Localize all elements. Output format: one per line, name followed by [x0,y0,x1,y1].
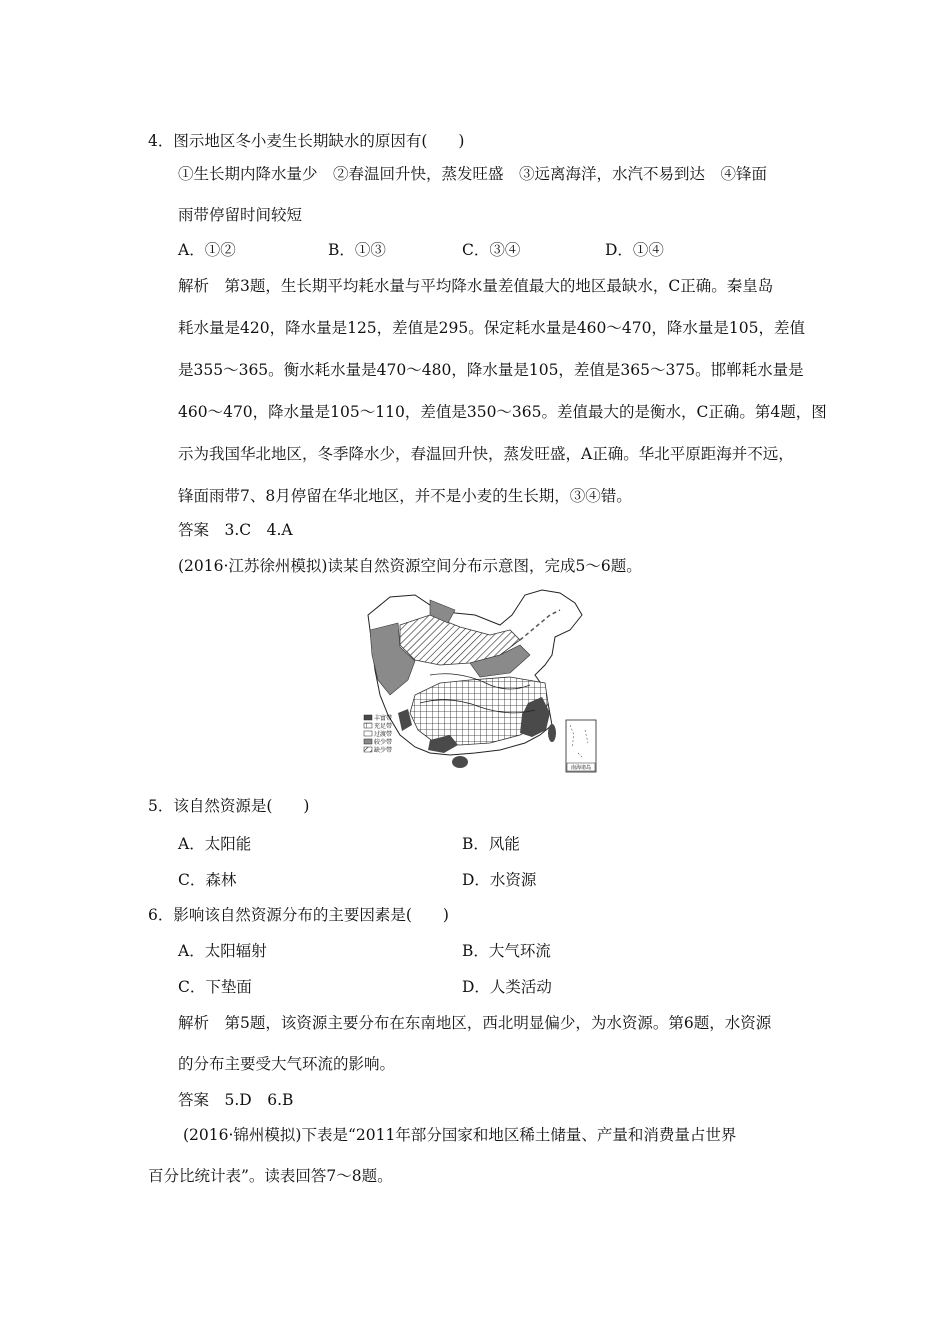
q5-option-c: C．森林 [178,871,237,889]
analysis1-line: 460～470，降水量是105～110，差值是350～365。差值最大的是衡水，C正确。第4题，图 [178,403,827,421]
resource-distribution-map [360,585,600,775]
q4-option-b: B．①③ [328,241,386,259]
analysis1-line: 锋面雨带7、8月停留在华北地区，并不是小麦的生长期，③④错。 [178,487,632,505]
legend-scarce: 缺少带 [374,747,393,754]
legend-transition: 过渡带 [374,731,393,738]
legend-abundant: 丰富带 [374,715,393,722]
analysis1-line: 耗水量是420，降水量是125，差值是295。保定耗水量是460～470，降水量是105，差值 [178,319,806,337]
q4-option-a: A．①② [178,241,236,259]
intro-q5-6: (2016·江苏徐州模拟)读某自然资源空间分布示意图，完成5～6题。 [178,557,642,575]
q6-option-d: D．人类活动 [462,978,552,996]
q4-option-d: D．①④ [605,241,664,259]
inset-label: 南海诸岛 [570,765,592,771]
q5-option-d: D．水资源 [462,871,537,889]
q5-option-b: B．风能 [462,835,520,853]
hainan-island [452,756,468,768]
q6-option-b: B．大气环流 [462,942,551,960]
analysis1-line: 示为我国华北地区，冬季降水少，春温回升快，蒸发旺盛，A正确。华北平原距海并不远， [178,445,794,463]
q4-statements-line2: 雨带停留时间较短 [178,206,303,224]
analysis1-line: 解析 第3题，生长期平均耗水量与平均降水量差值最大的地区最缺水，C正确。秦皇岛 [178,277,774,295]
q6-stem: 6．影响该自然资源分布的主要因素是( ) [148,906,449,924]
analysis1-line: 是355～365。衡水耗水量是470～480，降水量是105，差值是365～375。邯郸耗水量是 [178,361,804,379]
legend-sufficient: 充足带 [374,723,393,730]
q6-option-a: A．太阳辐射 [178,942,267,960]
south-china-sea-inset [566,720,596,772]
taiwan-island [548,724,556,742]
q4-stem: 4．图示地区冬小麦生长期缺水的原因有( ) [148,132,465,150]
analysis2-line: 的分布主要受大气环流的影响。 [178,1055,396,1073]
answer1: 答案 3.C 4.A [178,521,293,539]
q6-option-c: C．下垫面 [178,978,252,996]
answer2: 答案 5.D 6.B [178,1091,294,1109]
q5-stem: 5．该自然资源是( ) [148,797,310,815]
legend-less: 较少带 [374,739,393,746]
intro-q7-8-line2: 百分比统计表”。读表回答7～8题。 [148,1167,393,1185]
q5-option-a: A．太阳能 [178,835,252,853]
map-legend [364,714,392,754]
intro-q7-8-line1: (2016·锦州模拟)下表是“2011年部分国家和地区稀土储量、产量和消费量占世界 [183,1126,737,1144]
q4-statements-line1: ①生长期内降水量少 ②春温回升快，蒸发旺盛 ③远离海洋，水汽不易到达 ④锋面 [178,165,768,183]
analysis2-line: 解析 第5题，该资源主要分布在东南地区，西北明显偏少，为水资源。第6题，水资源 [178,1014,772,1032]
q4-option-c: C．③④ [462,241,521,259]
